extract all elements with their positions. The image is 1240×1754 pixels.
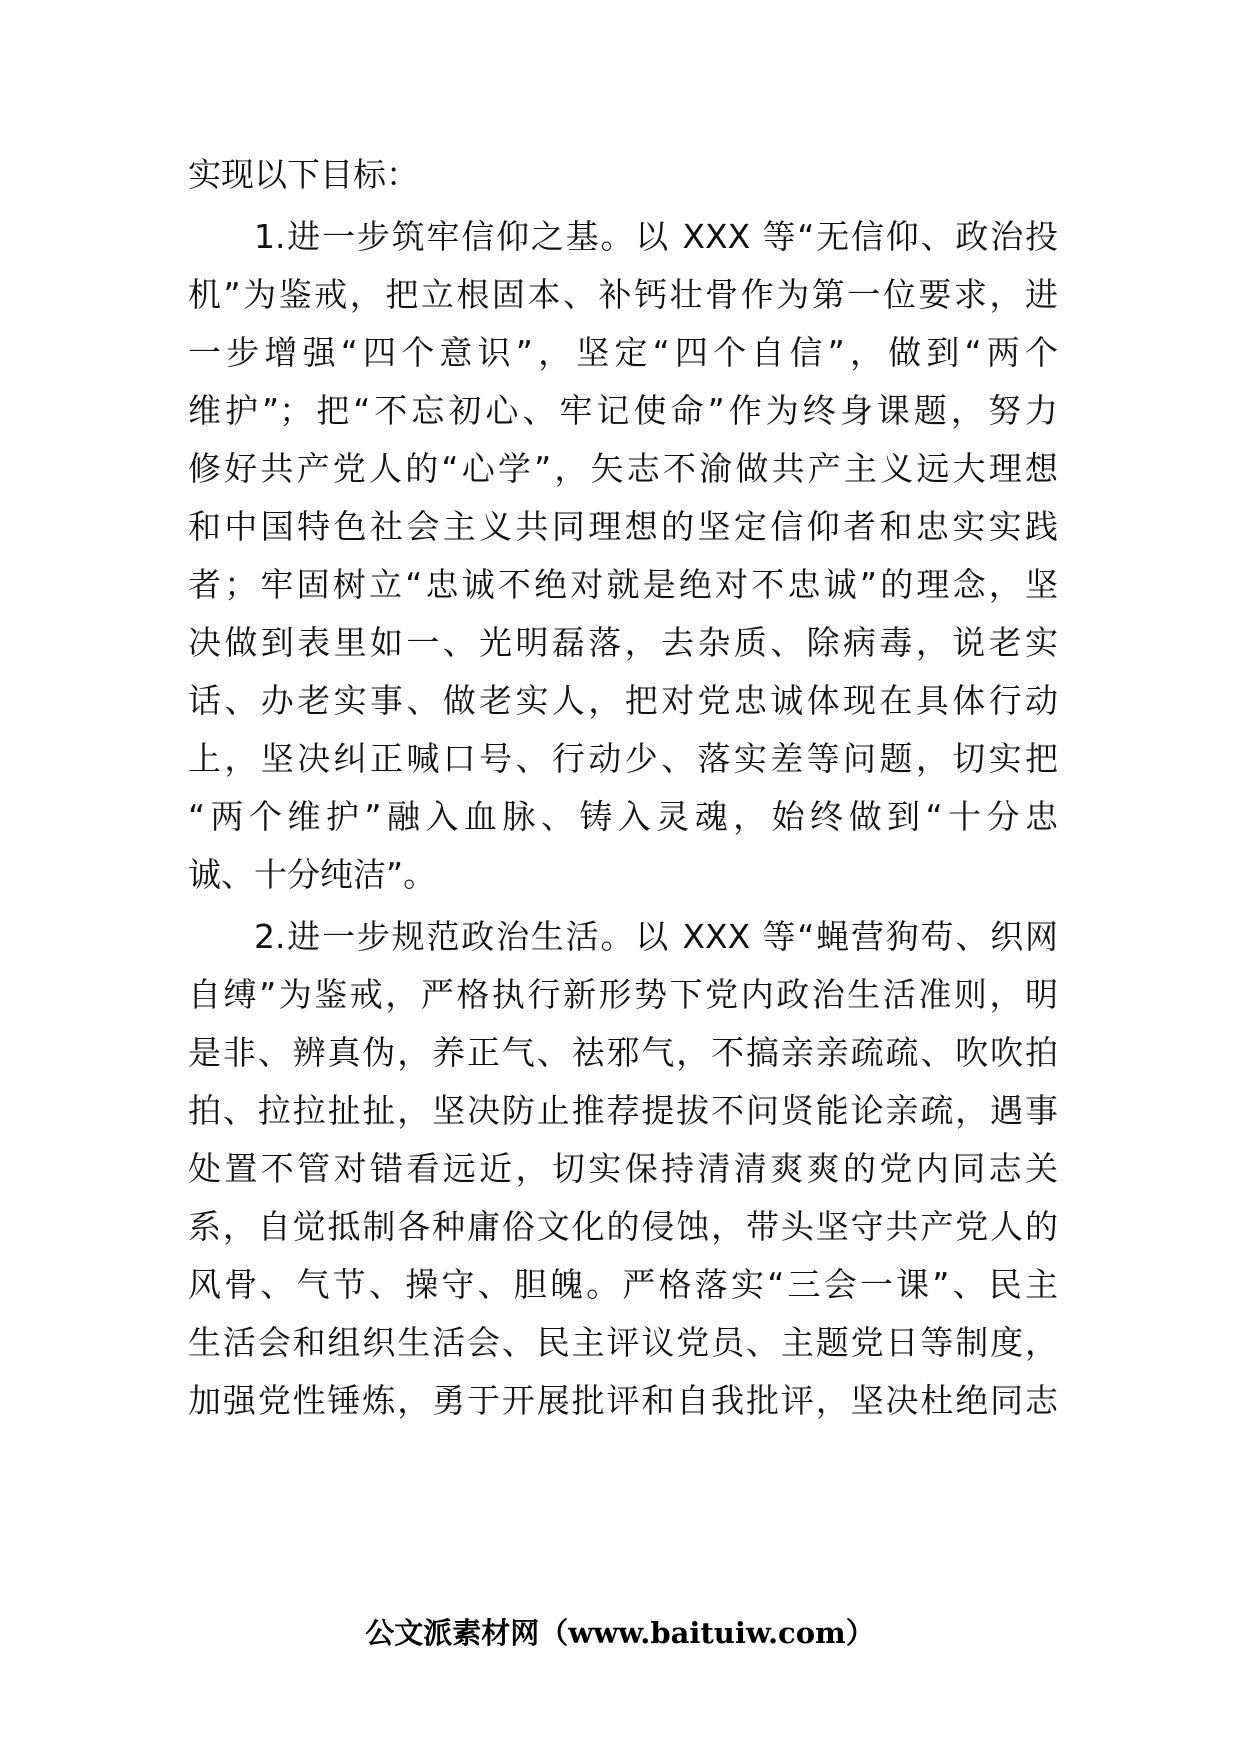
text-line: 加强党性锤炼，勇于开展批评和自我批评，坚决杜绝同志: [188, 1381, 1058, 1420]
text-line: 生活会和组织生活会、民主评议党员、主题党日等制度，: [188, 1323, 1058, 1362]
paragraph-2-first-line: 2.进一步规范政治生活。以 XXX 等“蝇营狗苟、织网: [254, 917, 1058, 956]
footer-watermark: 公文派素材网（www.baituiw.com）: [365, 1616, 875, 1650]
text-line: 者；牢固树立“忠诚不绝对就是绝对不忠诚”的理念，坚: [188, 565, 1058, 604]
text-line: 拍、拉拉扯扯，坚决防止推荐提拔不问贤能论亲疏，遇事: [188, 1091, 1058, 1130]
text-line: 一步增强“四个意识”，坚定“四个自信”，做到“两个: [188, 333, 1058, 372]
text-line: 决做到表里如一、光明磊落，去杂质、除病毒，说老实: [188, 623, 1058, 662]
text-line: 系，自觉抵制各种庸俗文化的侵蚀，带头坚守共产党人的: [188, 1207, 1058, 1246]
text-line: 风骨、气节、操守、胆魄。严格落实“三会一课”、民主: [188, 1265, 1058, 1304]
text-line: 机”为鉴戒，把立根固本、补钙壮骨作为第一位要求，进: [188, 275, 1058, 314]
text-line: 诚、十分纯洁”。: [188, 855, 437, 894]
text-line: “两个维护”融入血脉、铸入灵魂，始终做到“十分忠: [188, 797, 1058, 836]
text-line: 维护”；把“不忘初心、牢记使命”作为终身课题，努力: [188, 391, 1058, 430]
text-line: 修好共产党人的“心学”，矢志不渝做共产主义远大理想: [188, 449, 1058, 488]
text-line: 上，坚决纠正喊口号、行动少、落实差等问题，切实把: [188, 739, 1058, 778]
text-line: 自缚”为鉴戒，严格执行新形势下党内政治生活准则，明: [188, 975, 1058, 1014]
text-line: 是非、辨真伪，养正气、祛邪气，不搞亲亲疏疏、吹吹拍: [188, 1033, 1058, 1072]
paragraph-1-first-line: 1.进一步筑牢信仰之基。以 XXX 等“无信仰、政治投: [254, 217, 1058, 256]
text-line: 和中国特色社会主义共同理想的坚定信仰者和忠实实践: [188, 507, 1058, 546]
text-line: 实现以下目标：: [188, 155, 419, 194]
text-line: 话、办老实事、做老实人，把对党忠诚体现在具体行动: [188, 681, 1058, 720]
text-line: 处置不管对错看远近，切实保持清清爽爽的党内同志关: [188, 1149, 1058, 1188]
